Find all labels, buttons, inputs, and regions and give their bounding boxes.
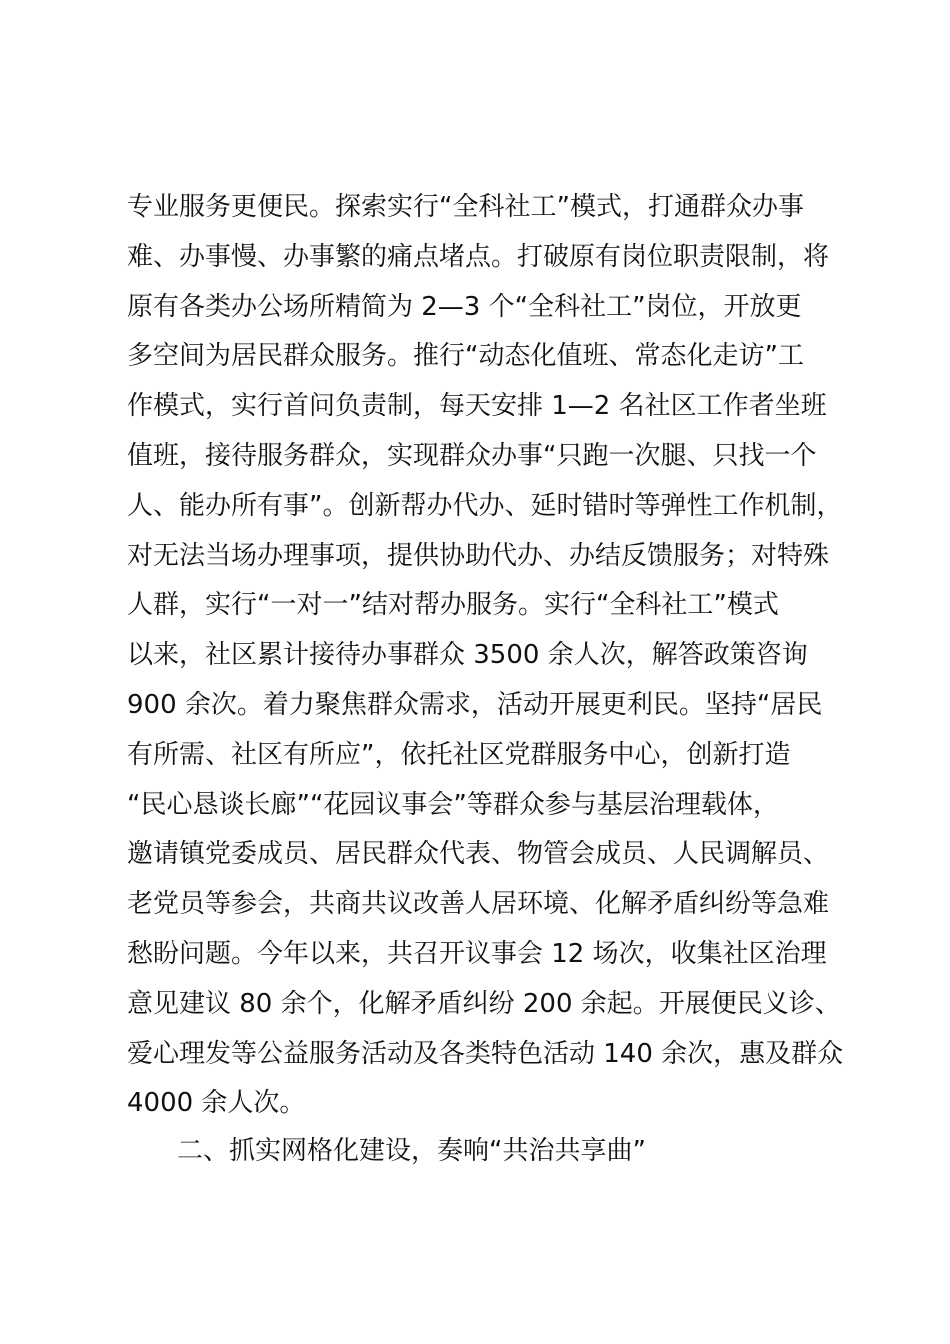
- paragraph-line: 值班，接待服务群众，实现群众办事“只跑一次腿、只找一个: [127, 440, 817, 471]
- paragraph-line: “民心恳谈长廊”“花园议事会”等群众参与基层治理载体，: [127, 789, 779, 820]
- paragraph-line: 对无法当场办理事项，提供协助代办、办结反馈服务；对特殊: [127, 540, 830, 571]
- paragraph-line: 原有各类办公场所精简为 2—3 个“全科社工”岗位，开放更: [127, 291, 802, 322]
- paragraph-line: 多空间为居民群众服务。推行“动态化值班、常态化走访”工: [127, 341, 804, 372]
- paragraph-line: 人、能办所有事”。创新帮办代办、延时错时等弹性工作机制，: [127, 490, 843, 521]
- paragraph-line: 愁盼问题。今年以来，共召开议事会 12 场次，收集社区治理: [127, 938, 827, 969]
- paragraph-line: 以来，社区累计接待办事群众 3500 余人次，解答政策咨询: [127, 640, 808, 671]
- section-heading: 二、抓实网格化建设，奏响“共治共享曲”: [177, 1136, 646, 1166]
- paragraph-line: 900 余次。着力聚焦群众需求，活动开展更利民。坚持“居民: [127, 689, 823, 720]
- paragraph-line: 专业服务更便民。探索实行“全科社工”模式，打通群众办事: [127, 192, 804, 222]
- paragraph-line: 作模式，实行首问负责制，每天安排 1—2 名社区工作者坐班: [127, 391, 827, 422]
- paragraph-line: 爱心理发等公益服务活动及各类特色活动 140 余次，惠及群众: [127, 1038, 844, 1069]
- paragraph-line: 老党员等参会，共商共议改善人居环境、化解矛盾纠纷等急难: [127, 889, 830, 920]
- body-paragraph: [127, 183, 867, 1129]
- paragraph-line: 4000 余人次。: [127, 1088, 306, 1119]
- paragraph-line: 有所需、社区有所应”，依托社区党群服务中心，创新打造: [127, 739, 791, 770]
- paragraph-line: 难、办事慢、办事繁的痛点堵点。打破原有岗位职责限制，将: [127, 241, 830, 272]
- paragraph-line: 邀请镇党委成员、居民群众代表、物管会成员、人民调解员、: [127, 839, 830, 870]
- paragraph-line: 人群，实行“一对一”结对帮办服务。实行“全科社工”模式: [127, 590, 779, 621]
- paragraph-line: 意见建议 80 余个，化解矛盾纠纷 200 余起。开展便民义诊、: [127, 988, 841, 1019]
